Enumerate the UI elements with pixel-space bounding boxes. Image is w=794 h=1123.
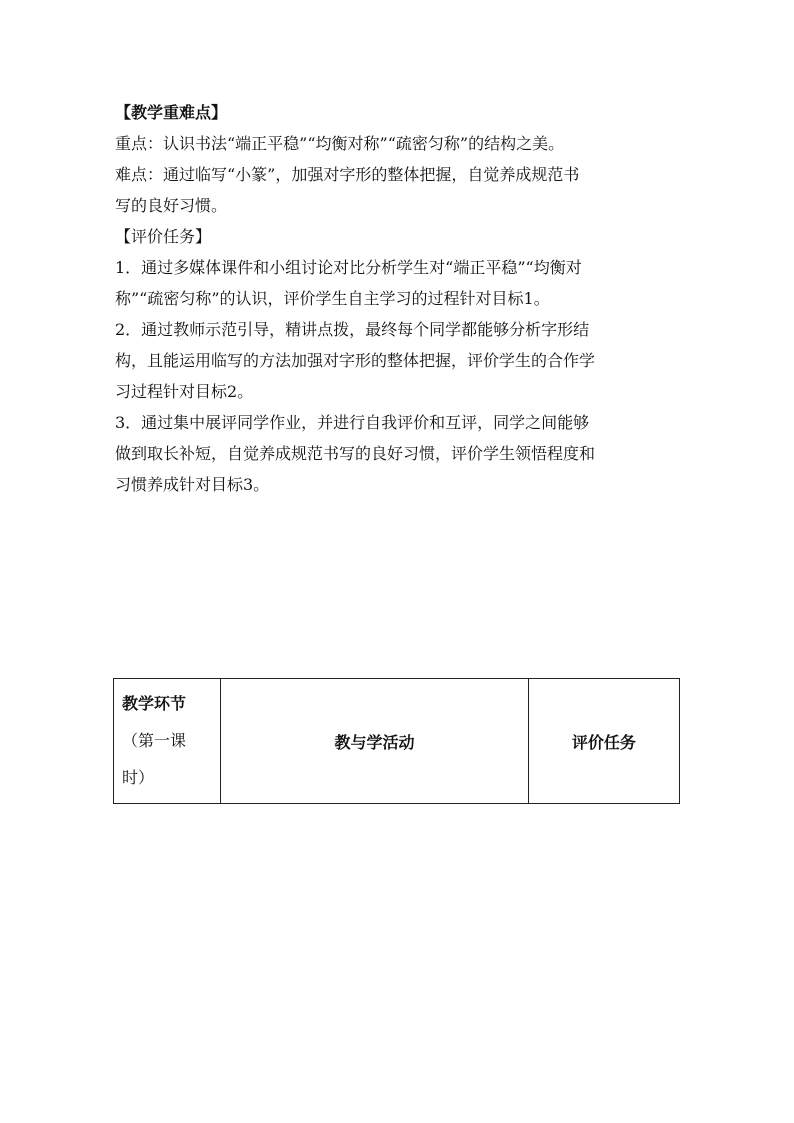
stage-header-sub1: （第一课 [122, 731, 187, 750]
evaluation-item3-line3: 习惯养成针对目标3。 [115, 475, 270, 494]
evaluation-item3-line1: 3．通过集中展评同学作业，并进行自我评价和互评，同学之间能够 [115, 413, 590, 432]
evaluation-item2-line3: 习过程针对目标2。 [115, 382, 254, 401]
document-body [115, 97, 685, 500]
evaluation-heading: 【评价任务】 [115, 227, 212, 246]
activity-header-cell: 教与学活动 [221, 679, 529, 804]
key-points-heading: 【教学重难点】 [115, 103, 228, 122]
evaluation-item3-line2: 做到取长补短，自觉养成规范书写的良好习惯，评价学生领悟程度和 [115, 444, 596, 463]
evaluation-item2-line2: 构，且能运用临写的方法加强对字形的整体把握，评价学生的合作学 [115, 351, 596, 370]
stage-header-sub2: 时） [122, 768, 155, 787]
lesson-table [113, 678, 680, 804]
evaluation-item1-line2: 称”“疏密匀称”的认识，评价学生自主学习的过程针对目标1。 [115, 289, 550, 308]
difficulty-point-line1: 难点：通过临写“小篆”，加强对字形的整体把握，自觉养成规范书 [115, 165, 580, 184]
stage-header-cell [114, 679, 221, 804]
table-header-row [114, 679, 680, 804]
difficulty-point-line2: 写的良好习惯。 [115, 196, 228, 215]
focus-point: 重点：认识书法“端正平稳”“均衡对称”“疏密匀称”的结构之美。 [115, 134, 565, 153]
evaluation-header-cell: 评价任务 [528, 679, 679, 804]
stage-header-title: 教学环节 [122, 694, 187, 713]
evaluation-item1-line1: 1．通过多媒体课件和小组讨论对比分析学生对“端正平稳”“均衡对 [115, 258, 582, 277]
evaluation-item2-line1: 2．通过教师示范引导，精讲点拨，最终每个同学都能够分析字形结 [115, 320, 590, 339]
